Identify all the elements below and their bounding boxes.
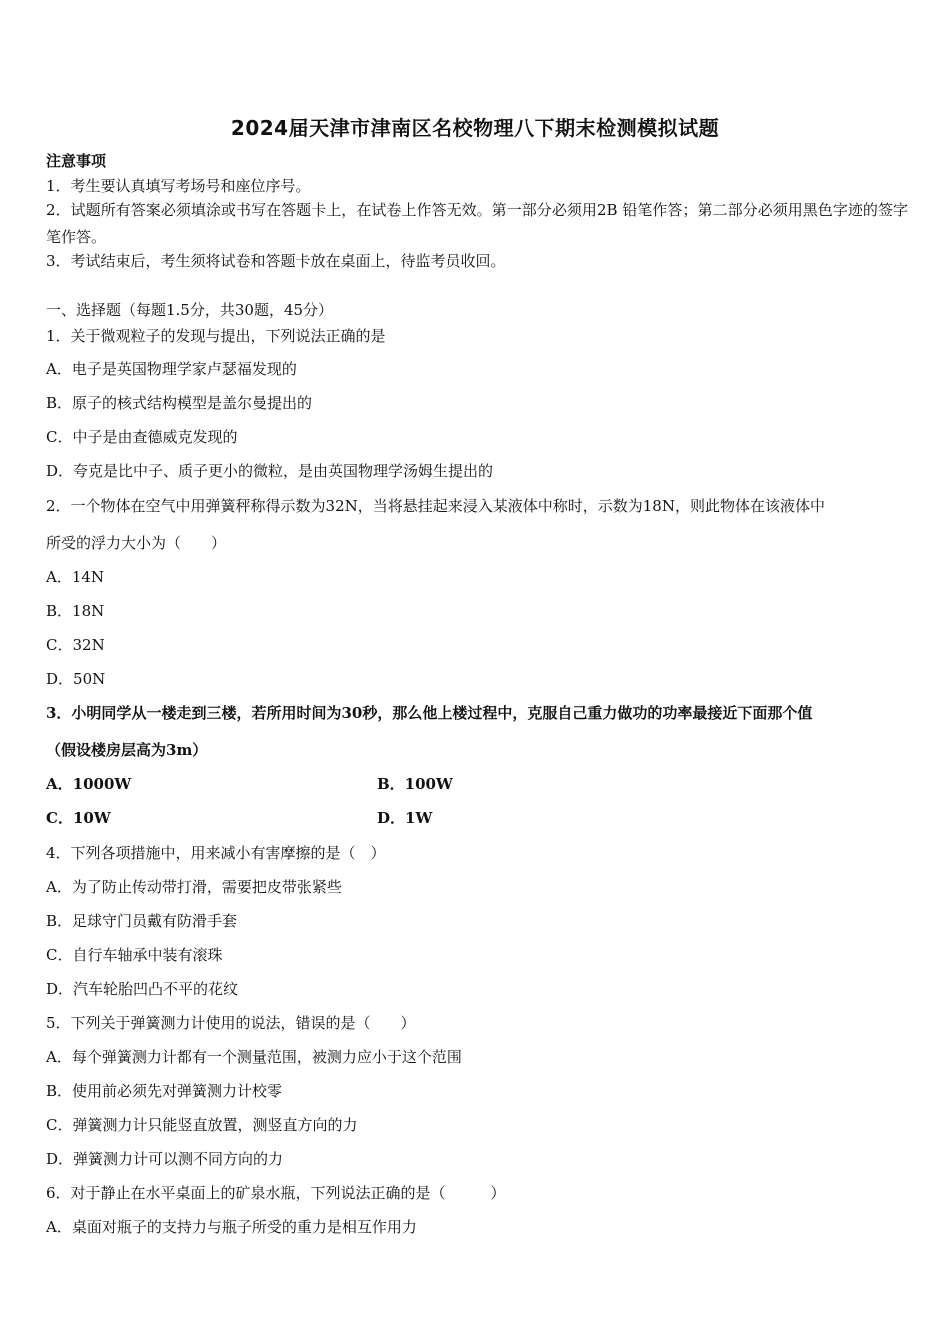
notice-item-2: 2．试题所有答案必须填涂或书写在答题卡上，在试卷上作答无效。第一部分必须用2B 铅笔作答；第二部分必须用黑色字迹的签字笔作答。 xyxy=(46,201,908,246)
question-4-option-d: D．汽车轮胎凹凸不平的花纹 xyxy=(46,980,239,998)
question-5-option-a: A．每个弹簧测力计都有一个测量范围，被测力应小于这个范围 xyxy=(46,1048,462,1066)
question-1-option-b: B．原子的核式结构模型是盖尔曼提出的 xyxy=(46,394,313,412)
question-2-option-d: D．50N xyxy=(46,670,106,688)
question-6-option-a: A．桌面对瓶子的支持力与瓶子所受的重力是相互作用力 xyxy=(46,1218,417,1236)
question-3-option-d: D．1W xyxy=(377,809,433,827)
question-1-option-d: D．夸克是比中子、质子更小的微粒，是由英国物理学汤姆生提出的 xyxy=(46,462,494,480)
question-2-option-a: A．14N xyxy=(46,568,105,586)
question-2-stem-line2: 所受的浮力大小为（ ） xyxy=(46,534,227,552)
question-3-option-a: A．1000W xyxy=(46,775,132,793)
notice-item-3: 3．考试结束后，考生须将试卷和答题卡放在桌面上，待监考员收回。 xyxy=(46,252,506,270)
question-5-option-d: D．弹簧测力计可以测不同方向的力 xyxy=(46,1150,284,1168)
question-2-option-b: B．18N xyxy=(46,602,105,620)
question-5-option-c: C．弹簧测力计只能竖直放置，测竖直方向的力 xyxy=(46,1116,358,1134)
question-3-option-c: C．10W xyxy=(46,809,111,827)
question-2-option-c: C．32N xyxy=(46,636,105,654)
notice-heading: 注意事项 xyxy=(46,152,107,170)
question-6-stem: 6．对于静止在水平桌面上的矿泉水瓶，下列说法正确的是（ ） xyxy=(46,1184,506,1202)
question-4-option-b: B．足球守门员戴有防滑手套 xyxy=(46,912,238,930)
question-4-option-c: C．自行车轴承中装有滚珠 xyxy=(46,946,223,964)
question-1-option-c: C．中子是由查德威克发现的 xyxy=(46,428,238,446)
question-3-stem-line2: （假设楼房层高为3m） xyxy=(46,741,208,759)
question-5-stem: 5．下列关于弹簧测力计使用的说法，错误的是（ ） xyxy=(46,1014,416,1032)
question-3-option-b: B．100W xyxy=(377,775,453,793)
section-heading: 一、选择题（每题1.5分，共30题，45分） xyxy=(46,301,334,319)
question-4-stem: 4．下列各项措施中，用来减小有害摩擦的是（ ） xyxy=(46,844,386,862)
question-4-option-a: A．为了防止传动带打滑，需要把皮带张紧些 xyxy=(46,878,342,896)
question-1-option-a: A．电子是英国物理学家卢瑟福发现的 xyxy=(46,360,297,378)
question-1-stem: 1．关于微观粒子的发现与提出，下列说法正确的是 xyxy=(46,327,386,345)
question-3-stem-line1: 3．小明同学从一楼走到三楼，若所用时间为30秒，那么他上楼过程中，克服自己重力做功的功率最接近下面那个值 xyxy=(46,704,813,722)
question-5-option-b: B．使用前必须先对弹簧测力计校零 xyxy=(46,1082,283,1100)
notice-item-1: 1．考生要认真填写考场号和座位序号。 xyxy=(46,177,311,195)
question-2-stem-line1: 2．一个物体在空气中用弹簧秤称得示数为32N，当将悬挂起来浸入某液体中称时，示数为18N，则此物体在该液体中 xyxy=(46,497,825,515)
exam-title: 2024届天津市津南区名校物理八下期末检测模拟试题 xyxy=(230,116,720,140)
